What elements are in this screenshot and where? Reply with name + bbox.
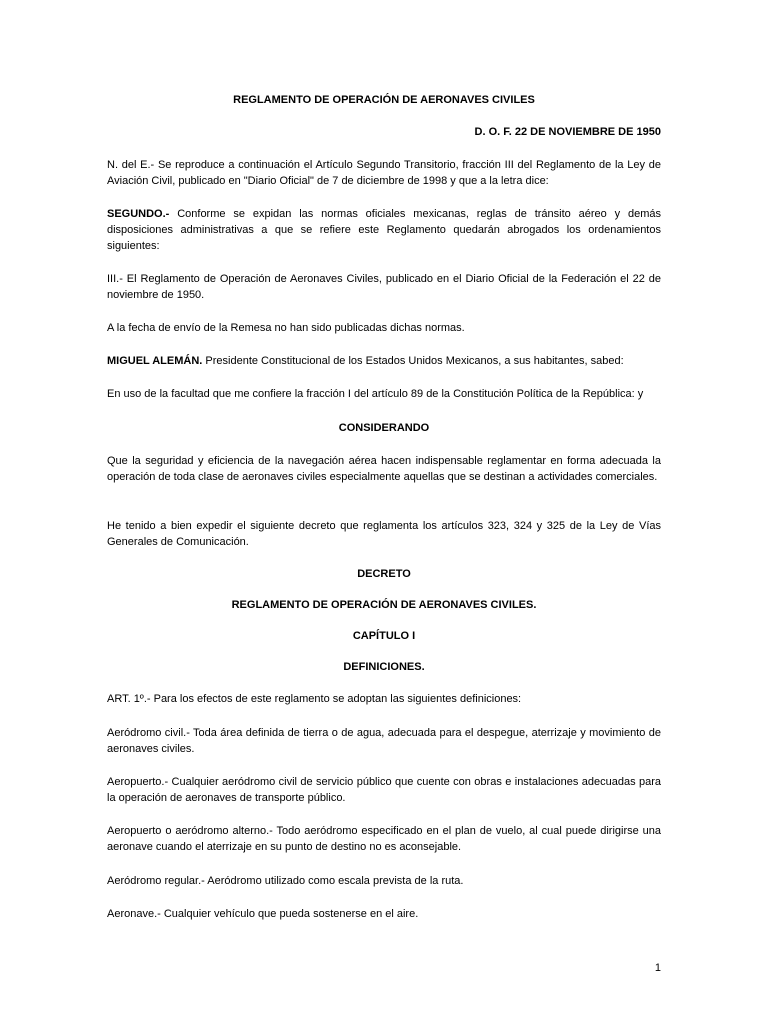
art1-paragraph: ART. 1º.- Para los efectos de este reglamento se adoptan las siguientes definiciones:: [107, 693, 522, 705]
facultad-paragraph: En uso de la facultad que me confiere la fracción I del artículo 89 de la Constitución Política de la República: y: [107, 388, 644, 400]
document-title: REGLAMENTO DE OPERACIÓN DE AERONAVES CIVILES: [233, 94, 535, 106]
seguridad-paragraph: Que la seguridad y eficiencia de la navegación aérea hacen indispensable reglamentar en forma adecuada la operación de toda clase de aeronaves civiles especialmente aquellas que se destinan a actividades comerciales.: [107, 455, 661, 483]
aleman-label: MIGUEL ALEMÁN.: [107, 355, 203, 367]
editor-note: N. del E.- Se reproduce a continuación el Artículo Segundo Transitorio, fracción III del Reglamento de la Ley de Aviación Civil, publicado en "Diario Oficial" de 7 de diciembre de 1998 y que a la letra dice:: [107, 159, 661, 187]
def-aeropuerto: Aeropuerto.- Cualquier aeródromo civil de servicio público que cuente con obras e instalaciones adecuadas para la operación de aeronaves de transporte público.: [107, 776, 661, 804]
def-aeronave: Aeronave.- Cualquier vehículo que pueda sostenerse en el aire.: [107, 908, 419, 920]
aleman-text: Presidente Constitucional de los Estados Unidos Mexicanos, a sus habitantes, sabed:: [202, 355, 624, 367]
def-aerodromo-civil: Aeródromo civil.- Toda área definida de tierra o de agua, adecuada para el despegue, aterrizaje y movimiento de aeronaves civiles.: [107, 727, 661, 755]
reglamento-heading: REGLAMENTO DE OPERACIÓN DE AERONAVES CIVILES.: [231, 599, 537, 611]
definiciones-heading: DEFINICIONES.: [343, 661, 425, 673]
def-aeropuerto-alterno: Aeropuerto o aeródromo alterno.- Todo aeródromo especificado en el plan de vuelo, al cual puede dirigirse una aeronave cuando el aterrizaje en su punto de destino no es aconsejable.: [107, 825, 661, 853]
dof-date: D. O. F. 22 DE NOVIEMBRE DE 1950: [474, 126, 661, 138]
def-aerodromo-regular: Aeródromo regular.- Aeródromo utilizado como escala prevista de la ruta.: [107, 875, 464, 887]
fraccion-iii: III.- El Reglamento de Operación de Aeronaves Civiles, publicado en el Diario Oficial de la Federación el 22 de noviembre de 1950.: [107, 273, 661, 301]
segundo-label: SEGUNDO.-: [107, 208, 170, 220]
segundo-paragraph: [107, 206, 661, 254]
capitulo-heading: CAPÍTULO I: [352, 630, 416, 642]
page-number: 1: [654, 962, 661, 974]
expedir-paragraph: He tenido a bien expedir el siguiente decreto que reglamenta los artículos 323, 324 y 325 de la Ley de Vías Generales de Comunicación.: [107, 520, 661, 548]
aleman-paragraph: [107, 353, 661, 369]
considerando-heading: CONSIDERANDO: [338, 422, 430, 434]
decreto-heading: DECRETO: [357, 568, 411, 580]
segundo-text: Conforme se expidan las normas oficiales mexicanas, reglas de tránsito aéreo y demás disposiciones administrativas a que se refiere este Reglamento quedarán abrogados los ordenamientos siguientes:: [107, 208, 661, 252]
remesa-note: A la fecha de envío de la Remesa no han sido publicadas dichas normas.: [107, 322, 465, 334]
